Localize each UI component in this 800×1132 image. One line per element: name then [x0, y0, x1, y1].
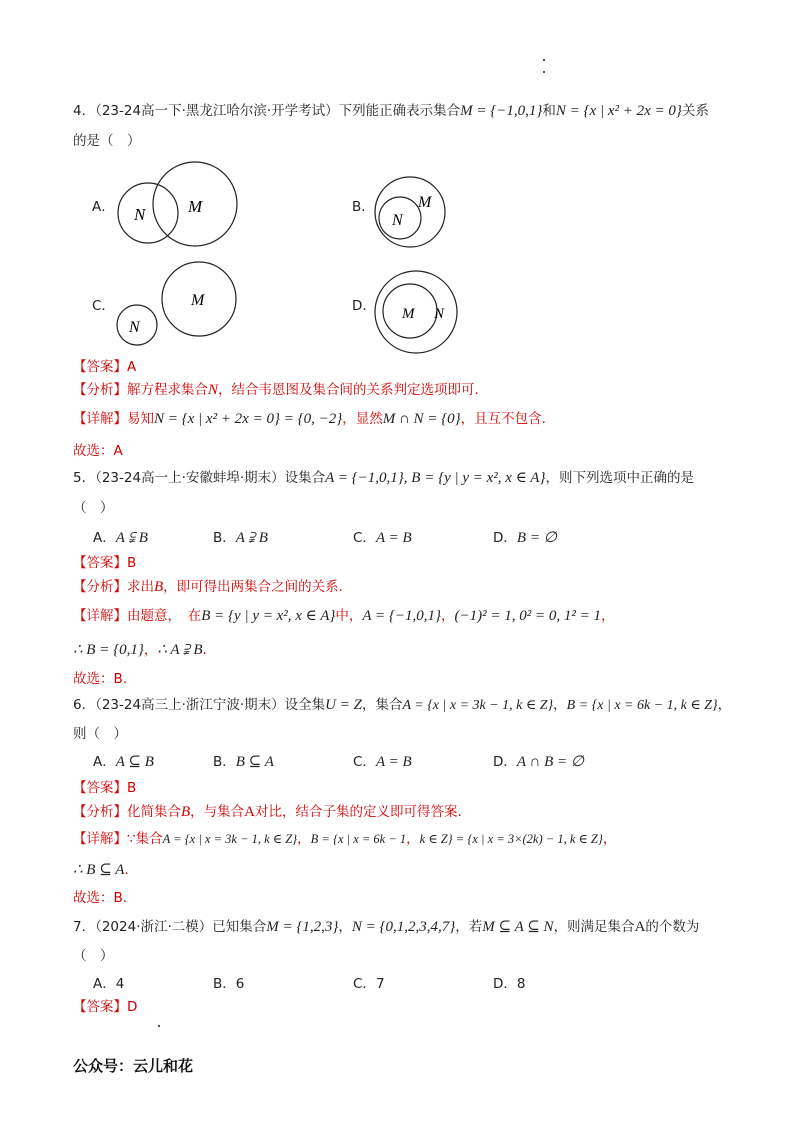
venn-label-inner: M	[402, 306, 415, 322]
stem-text: ，	[553, 697, 567, 713]
answer-label: 【答案】	[73, 999, 127, 1015]
detail-text: ，	[602, 831, 617, 847]
math-var: B	[154, 579, 164, 595]
stem-text: ，若	[455, 919, 483, 935]
choose-6: 故选：B.	[73, 890, 128, 906]
question-4-stem-cont: 的是（ ）	[73, 133, 141, 149]
analysis-text: ，与集合	[190, 804, 245, 820]
choose-4: 故选：A	[73, 443, 123, 459]
question-source: （23-24高一下·黑龙江哈尔滨·开学考试）	[95, 103, 339, 119]
option-expr: A ⫋ B	[115, 530, 148, 546]
analysis-label: 【分析】	[73, 579, 127, 595]
stem-text: 的个数为	[645, 919, 700, 935]
option-a	[93, 752, 154, 772]
option-expr: B = ∅	[516, 530, 557, 546]
answer-value: B	[127, 780, 137, 796]
speck	[158, 1025, 160, 1027]
detail-text: ，	[601, 608, 615, 624]
question-7-stem	[73, 917, 699, 937]
option-d	[493, 974, 526, 994]
venn-label-outer: M	[188, 197, 203, 216]
math-expression: N = {x | x² + 2x = 0} = {0, −2}	[154, 411, 343, 427]
math-expression: k ∈ Z} = {x | x = 3×(2k) − 1, k ∈ Z}	[419, 832, 603, 846]
option-expr: A = B	[375, 754, 412, 770]
option-label: D．	[493, 754, 517, 770]
option-label: C．	[353, 976, 376, 992]
stem-text: 和	[542, 103, 556, 119]
math-set-u: U = Z	[325, 697, 362, 713]
analysis-text: 求出	[127, 579, 154, 595]
venn-diagram-c	[112, 258, 242, 350]
math-expression: B = {y | y = x², x ∈ A}	[201, 608, 336, 624]
stem-text: ，则下列选项中正确的是	[545, 470, 694, 486]
question-source: （2024·浙江·二模）	[95, 919, 213, 935]
option-d	[493, 752, 584, 772]
detail-text: ，且互不包含.	[460, 411, 546, 427]
math-expression: (−1)² = 1, 0² = 0, 1² = 1	[454, 608, 602, 624]
math-set-n: N = {0,1,2,3,4,7}	[351, 919, 456, 935]
option-expr: 4	[115, 976, 125, 992]
option-c-label: C．	[92, 298, 115, 314]
option-d-label: D．	[352, 298, 376, 314]
stem-text: ，集合	[361, 697, 403, 713]
math-var: B	[181, 804, 191, 820]
stem-text: 关系	[681, 103, 709, 119]
choose-5: 故选：B.	[73, 671, 128, 687]
venn-label-inner: N	[134, 205, 146, 224]
answer-6	[73, 778, 136, 798]
option-label: D．	[493, 976, 517, 992]
answer-value: A	[127, 359, 137, 375]
option-expr: A = B	[375, 530, 412, 546]
venn-label-inner: N	[129, 319, 140, 336]
question-number: 4．	[73, 103, 96, 119]
option-label: B．	[213, 976, 236, 992]
math-expression: ∴ B ⊆ A	[73, 862, 125, 878]
detail-5-line2	[73, 640, 216, 660]
answer-4	[73, 357, 136, 377]
detail-text: ，	[297, 831, 311, 847]
footer-text: 公众号：云儿和花	[73, 1057, 194, 1075]
option-c	[353, 528, 412, 548]
option-expr: B ⊆ A	[235, 754, 274, 770]
stem-text: ，	[338, 919, 352, 935]
venn-diagram-b	[370, 172, 450, 252]
option-expr: A ⫌ B	[235, 530, 268, 546]
option-expr: 6	[235, 976, 245, 992]
detail-text: ，	[441, 608, 455, 624]
option-label: B．	[213, 530, 236, 546]
math-var: N	[208, 382, 219, 398]
detail-text: 中，	[335, 608, 363, 624]
answer-value: B	[127, 555, 137, 571]
option-b	[213, 974, 244, 994]
question-source: （23-24高三上·浙江宁波·期末）	[95, 697, 285, 713]
detail-6	[73, 829, 616, 849]
speck	[543, 59, 545, 61]
option-expr: A ∩ B = ∅	[516, 754, 584, 770]
venn-label-outer: N	[434, 306, 445, 322]
detail-5	[73, 606, 615, 626]
option-d	[493, 528, 557, 548]
venn-label-outer: M	[418, 194, 432, 211]
answer-value: D	[127, 999, 138, 1015]
math-set-n: N = {x | x² + 2x = 0}	[555, 103, 682, 119]
math-set-m: M = {−1,0,1}	[460, 103, 543, 119]
math-var: A	[634, 919, 646, 935]
math-var: A	[244, 804, 256, 820]
question-4-stem	[73, 101, 709, 121]
math-sets: A = {−1,0,1}, B = {y | y = x², x ∈ A}	[325, 470, 546, 486]
math-expression: A = {−1,0,1}	[362, 608, 442, 624]
option-c	[353, 974, 385, 994]
stem-text: ，	[717, 697, 732, 713]
option-b	[213, 528, 268, 548]
option-label: A．	[93, 754, 116, 770]
detail-text: 由题意， 在	[127, 608, 202, 624]
option-label: A．	[93, 976, 116, 992]
answer-5	[73, 553, 136, 573]
option-c	[353, 752, 412, 772]
option-label: C．	[353, 754, 376, 770]
math-expression: ∴ A ⫌ B	[157, 642, 203, 658]
math-expression: ∴ B = {0,1}	[73, 642, 144, 658]
detail-label: 【详解】	[73, 831, 127, 847]
math-condition: M ⊆ A ⊆ N	[482, 919, 554, 935]
detail-text: 易知	[127, 411, 154, 427]
option-expr: 7	[375, 976, 385, 992]
option-b	[213, 752, 274, 772]
option-expr: A ⊆ B	[115, 754, 154, 770]
stem-text: 设全集	[284, 697, 326, 713]
analysis-text: 解方程求集合	[127, 382, 208, 398]
analysis-text: 化简集合	[127, 804, 181, 820]
option-label: D．	[493, 530, 517, 546]
detail-text: ，显然	[342, 411, 383, 427]
detail-text: ，	[143, 642, 158, 658]
question-5-stem	[73, 468, 694, 488]
question-6-stem-cont: 则（ ）	[73, 726, 127, 742]
detail-text: ∵集合	[127, 831, 163, 847]
detail-label: 【详解】	[73, 411, 127, 427]
detail-text: ，	[406, 831, 420, 847]
venn-diagram-a	[115, 158, 240, 253]
option-label: C．	[353, 530, 376, 546]
answer-label: 【答案】	[73, 555, 127, 571]
stem-text: 已知集合	[212, 919, 267, 935]
analysis-4	[73, 380, 479, 400]
detail-label: 【详解】	[73, 608, 127, 624]
question-source: （23-24高一上·安徽蚌埠·期末）	[95, 470, 285, 486]
question-6-stem	[73, 695, 731, 716]
math-expression: A = {x | x = 3k − 1, k ∈ Z}	[162, 832, 298, 846]
option-label: A．	[93, 530, 116, 546]
option-a	[93, 528, 148, 548]
speck	[543, 71, 545, 73]
detail-6-line2	[73, 860, 129, 880]
question-7-paren: （ ）	[73, 948, 114, 964]
stem-text: 下列能正确表示集合	[338, 103, 461, 119]
math-set-m: M = {1,2,3}	[266, 919, 339, 935]
venn-label-outer: M	[191, 292, 205, 309]
venn-diagram-d	[371, 267, 461, 357]
answer-label: 【答案】	[73, 780, 127, 796]
analysis-text: ，结合韦恩图及集合间的关系判定选项即可.	[218, 382, 479, 398]
stem-text: ，则满足集合	[553, 919, 635, 935]
option-expr: 8	[516, 976, 526, 992]
option-b-label: B．	[352, 199, 375, 215]
venn-label-inner: N	[392, 212, 403, 229]
analysis-6	[73, 802, 462, 822]
question-number: 7．	[73, 919, 96, 935]
stem-text: 设集合	[284, 470, 326, 486]
math-set-b: B = {x | x = 6k − 1, k ∈ Z}	[566, 698, 718, 713]
question-number: 6．	[73, 697, 96, 713]
analysis-5	[73, 577, 343, 597]
detail-4	[73, 409, 546, 429]
option-label: B．	[213, 754, 236, 770]
detail-text: .	[124, 862, 129, 878]
question-number: 5．	[73, 470, 96, 486]
option-a	[93, 974, 124, 994]
analysis-text: ，即可得出两集合之间的关系.	[163, 579, 343, 595]
detail-text: ．	[202, 642, 217, 658]
question-5-paren: （ ）	[73, 500, 114, 516]
option-a-label: A．	[92, 199, 115, 215]
math-expression: M ∩ N = {0}	[382, 411, 461, 427]
analysis-label: 【分析】	[73, 382, 127, 398]
math-set-a: A = {x | x = 3k − 1, k ∈ Z}	[402, 698, 554, 713]
answer-label: 【答案】	[73, 359, 127, 375]
math-expression: B = {x | x = 6k − 1	[310, 832, 407, 846]
analysis-label: 【分析】	[73, 804, 127, 820]
answer-7	[73, 997, 137, 1017]
analysis-text: 对比，结合子集的定义即可得答案.	[255, 804, 462, 820]
